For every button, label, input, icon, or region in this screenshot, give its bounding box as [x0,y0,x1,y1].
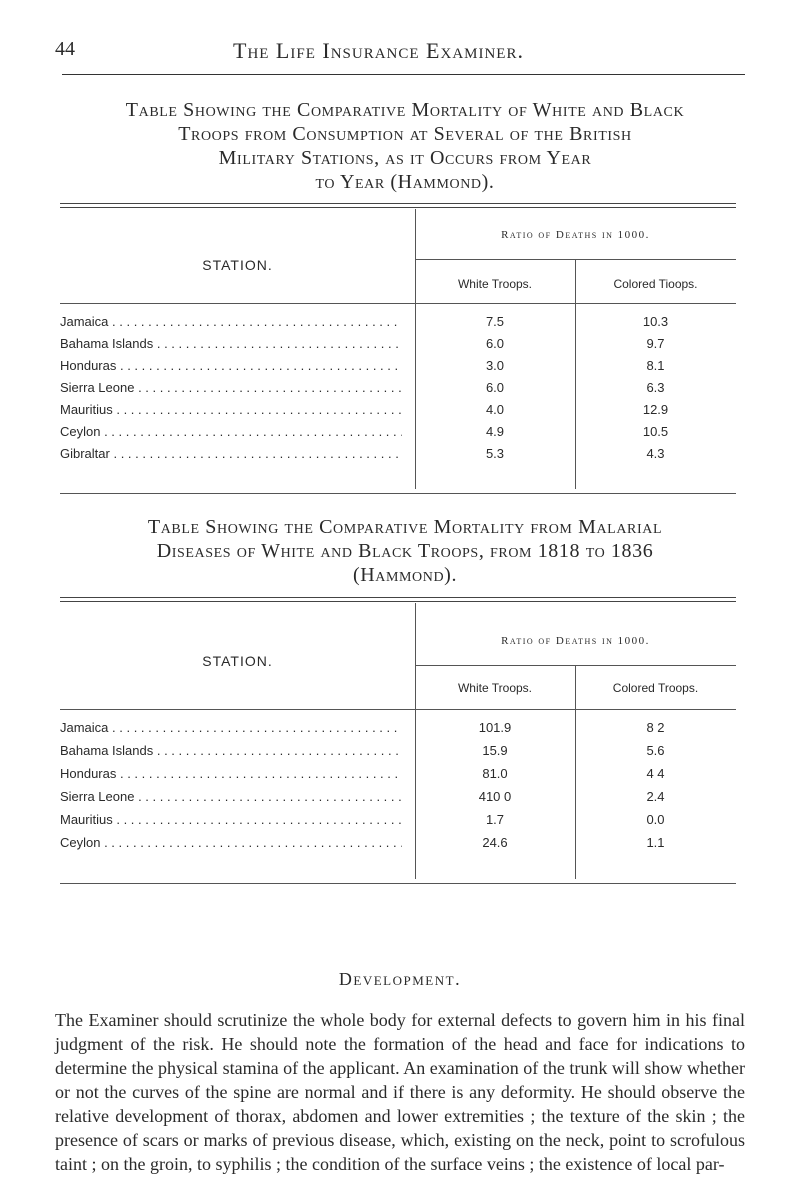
table1-caption-line: Table Showing the Comparative Mortality of White and Black [125,99,685,121]
table2-subheader-rule [415,665,736,666]
table1-top-rule [60,203,736,204]
table1-header-rule [60,303,736,304]
white-ratio: 4.9 [485,424,505,439]
colored-ratio: 2.4 [646,789,665,804]
colored-ratio: 8.1 [646,358,665,373]
table2-colored-header: Colored Troops. [612,681,699,695]
table1-top-rule-inner [60,207,736,208]
table-row [60,336,736,356]
table2-caption [60,515,750,587]
station-name: Bahama Islands . . . [60,743,402,758]
table2-caption-line: Table Showing the Comparative Mortality from Malarial [147,516,663,538]
colored-ratio: 12.9 [642,402,669,417]
station-name: Mauritius . . . [60,812,402,827]
table1-caption-line: Military Stations, as it Occurs from Year [218,147,592,169]
table1-ratio-header: Ratio of Deaths in 1000. [501,229,650,241]
page-number: 44 [55,38,75,60]
table1-bottom-rule [60,493,736,494]
table2-bottom-rule [60,883,736,884]
table-row [60,446,736,466]
colored-ratio: 9.7 [646,336,665,351]
table-row [60,424,736,444]
station-name: Jamaica . . . [60,720,402,735]
white-ratio: 6.0 [485,380,505,395]
header-rule [62,74,745,75]
table-row [60,766,736,786]
table2-header-rule [60,709,736,710]
table-row [60,380,736,400]
white-ratio: 15.9 [482,743,508,758]
colored-ratio: 1.1 [646,835,665,850]
station-name: Honduras . . . [60,358,402,373]
running-title: The Life Insurance Examiner. [233,38,524,63]
section-heading: Development. [338,969,462,989]
table2-top-rule [60,597,736,598]
station-name: Mauritius . . . [60,402,402,417]
table-row [60,358,736,378]
table1-caption [60,98,750,194]
station-name: Jamaica . . . [60,314,402,329]
white-ratio: 81.0 [482,766,508,781]
white-ratio: 7.5 [485,314,505,329]
table-row [60,812,736,832]
table-row [60,720,736,740]
table2-malarial-mortality [60,597,736,887]
station-name: Ceylon . . . [60,424,402,439]
white-ratio: 5.3 [485,446,505,461]
table1-caption-line: to Year (Hammond). [315,171,495,193]
station-name: Sierra Leone . . . [60,380,402,395]
body-paragraph: The Examiner should scrutinize the whole body for external defects to govern him in his final judgment of the risk. He should note the formation of the head and face for indications to determine the physical stamina of the applicant. An examination of the trunk will show whether or not the curves of the spine are normal and if there is any deformity. He should observe the relative development of thorax, abdomen and lower extremities ; the texture of the skin ; the presence of scars or marks of previous disease, which, existing on the neck, point to scrofulous taint ; on the groin, to syphilis ; the condition of the surface veins ; the existence of local par- [55,1010,745,1174]
colored-ratio: 6.3 [646,380,665,395]
table2-white-header: White Troops. [457,681,533,695]
white-ratio: 4.0 [485,402,505,417]
table2-station-header: STATION. [202,653,273,669]
table1-white-header: White Troops. [457,277,533,291]
colored-ratio: 10.5 [642,424,669,439]
white-ratio: 6.0 [485,336,505,351]
table1-consumption-mortality [60,203,736,495]
table2-caption-line: Diseases of White and Black Troops, from 1818 to 1836 [156,540,654,562]
station-name: Honduras . . . [60,766,402,781]
table1-station-header: STATION. [202,257,273,273]
station-name: Sierra Leone . . . [60,789,402,804]
table2-ratio-header: Ratio of Deaths in 1000. [501,635,650,647]
white-ratio: 3.0 [485,358,505,373]
table-row [60,402,736,422]
table-row [60,743,736,763]
white-ratio: 1.7 [485,812,505,827]
table2-caption-line: (Hammond). [352,564,458,586]
table1-colored-header: Colored Tioops. [613,277,698,291]
white-ratio: 410 0 [478,789,512,804]
station-name: Bahama Islands . . . [60,336,402,351]
colored-ratio: 4.3 [646,446,665,461]
running-head [55,38,743,64]
colored-ratio: 5.6 [646,743,665,758]
table1-caption-line: Troops from Consumption at Several of the British [178,123,632,145]
colored-ratio: 0.0 [646,812,665,827]
table1-subheader-rule [415,259,736,260]
white-ratio: 101.9 [478,720,512,735]
table-row [60,789,736,809]
table2-top-rule-inner [60,601,736,602]
station-name: Ceylon . . . [60,835,402,850]
colored-ratio: 8 2 [646,720,665,735]
table-row [60,314,736,334]
colored-ratio: 4 4 [646,766,665,781]
station-name: Gibraltar . . . [60,446,402,461]
table-row [60,835,736,855]
white-ratio: 24.6 [482,835,508,850]
colored-ratio: 10.3 [642,314,669,329]
